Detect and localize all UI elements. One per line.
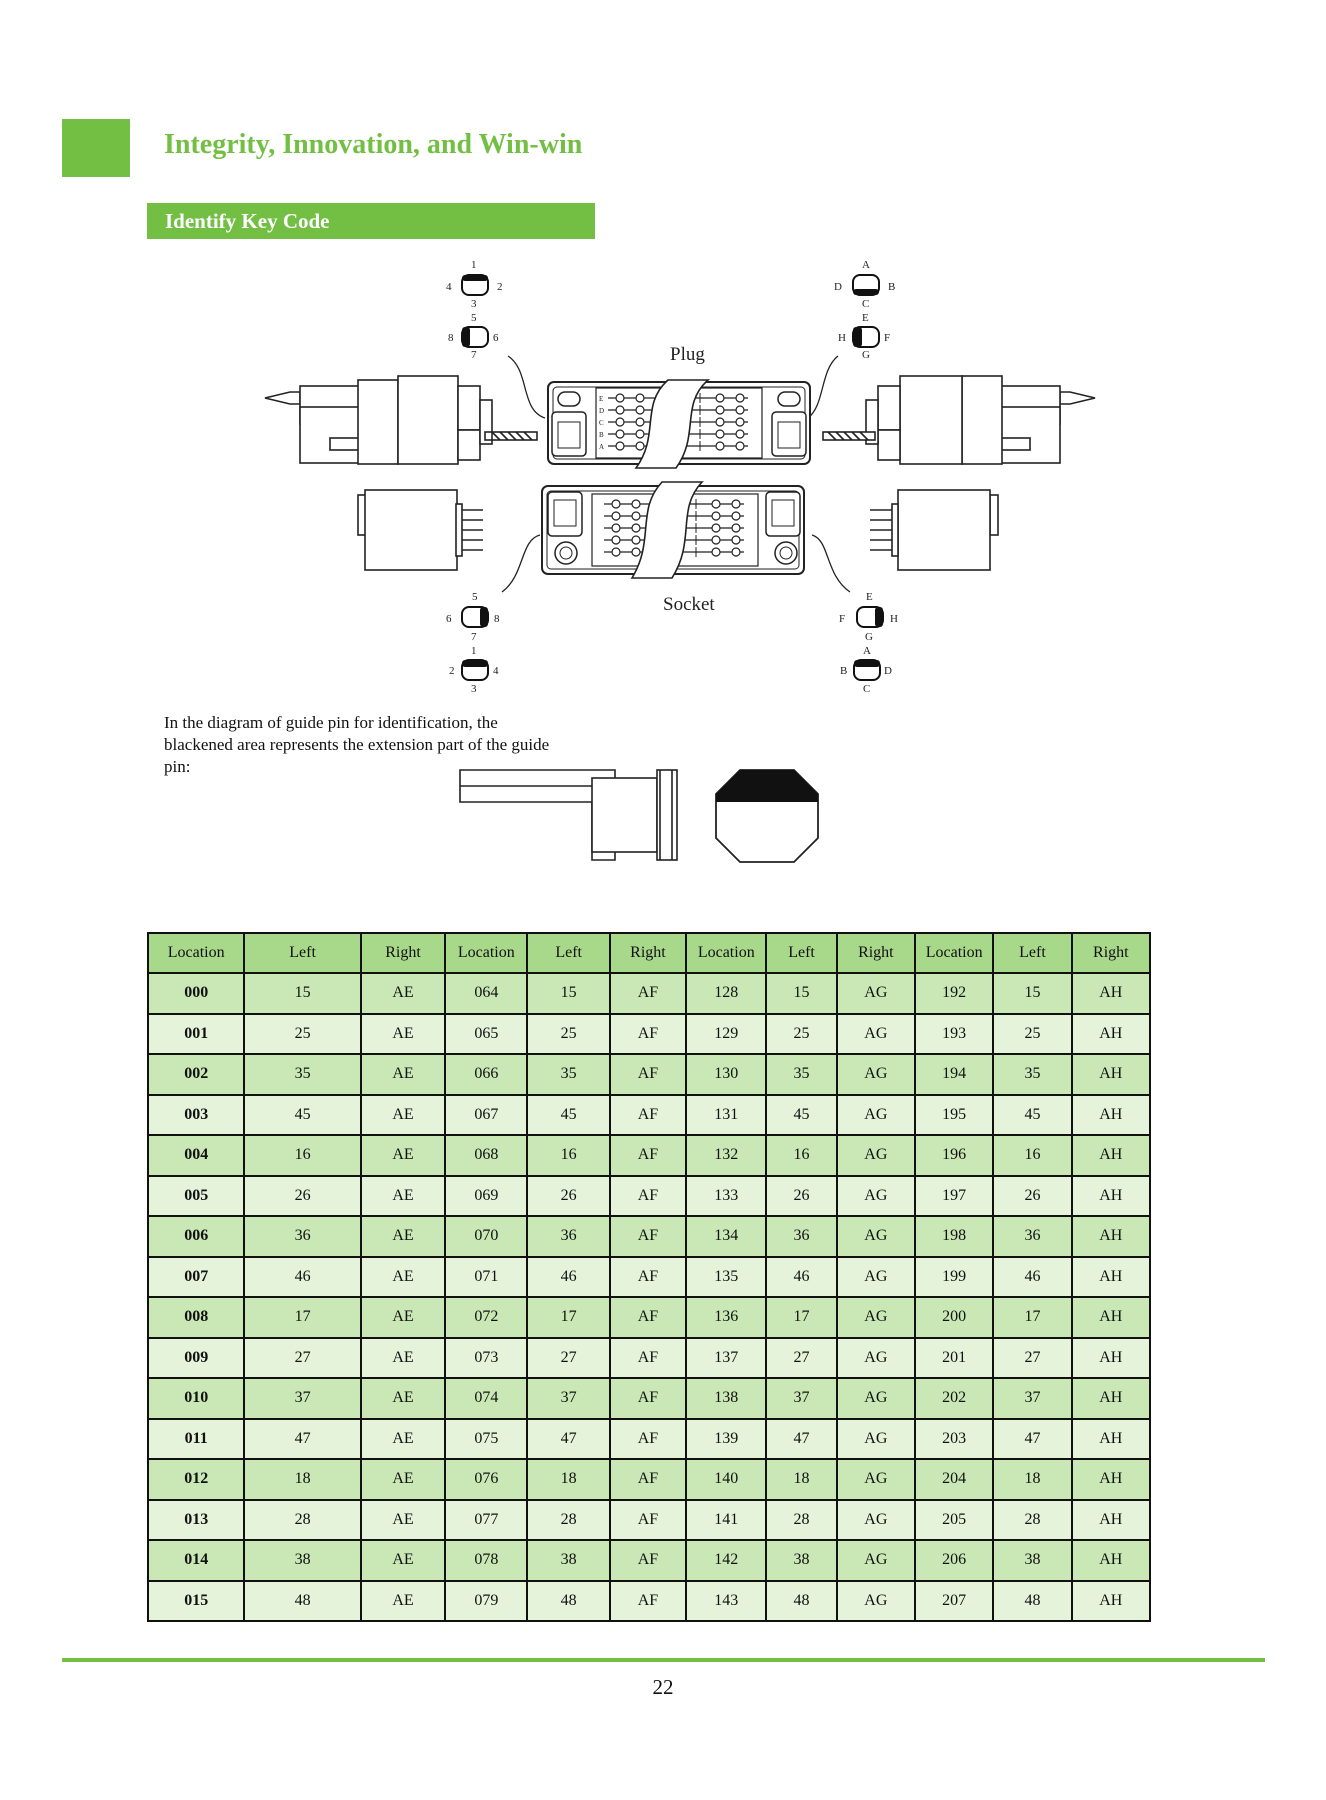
- table-cell: 195: [915, 1095, 993, 1136]
- table-cell: AH: [1072, 1338, 1150, 1379]
- footer-rule: [62, 1658, 1265, 1662]
- table-cell: 28: [527, 1500, 609, 1541]
- table-cell: 35: [244, 1054, 360, 1095]
- table-cell: 16: [244, 1135, 360, 1176]
- table-cell: AG: [837, 1540, 915, 1581]
- table-cell: AF: [610, 1297, 686, 1338]
- table-cell: AG: [837, 1054, 915, 1095]
- table-cell: 013: [148, 1500, 244, 1541]
- table-row: [148, 1216, 1150, 1257]
- key-label: E: [866, 591, 873, 603]
- table-row: [148, 1095, 1150, 1136]
- key-label: 2: [449, 665, 455, 677]
- table-row: [148, 1500, 1150, 1541]
- table-cell: AH: [1072, 1500, 1150, 1541]
- table-row: [148, 1459, 1150, 1500]
- page-number: 22: [652, 1675, 674, 1699]
- table-cell: AG: [837, 1095, 915, 1136]
- table-cell: 198: [915, 1216, 993, 1257]
- table-cell: 065: [445, 1014, 527, 1055]
- table-cell: AF: [610, 1581, 686, 1622]
- table-cell: 17: [527, 1297, 609, 1338]
- table-cell: 45: [527, 1095, 609, 1136]
- table-cell: 009: [148, 1338, 244, 1379]
- key-label: 6: [446, 613, 452, 625]
- key-label: 1: [471, 259, 477, 271]
- table-cell: 003: [148, 1095, 244, 1136]
- table-cell: AF: [610, 1378, 686, 1419]
- key-label: 7: [471, 631, 477, 643]
- row-letter: D: [599, 407, 605, 415]
- table-cell: 073: [445, 1338, 527, 1379]
- key-label: C: [862, 298, 870, 310]
- table-cell: AF: [610, 1257, 686, 1298]
- left-socket-side-view: [358, 490, 483, 570]
- table-cell: 196: [915, 1135, 993, 1176]
- table-row: [148, 1378, 1150, 1419]
- table-header-row: [148, 933, 1150, 973]
- table-cell: 38: [527, 1540, 609, 1581]
- table-cell: AE: [361, 1540, 445, 1581]
- table-cell: AH: [1072, 1297, 1150, 1338]
- key-label: 8: [494, 613, 500, 625]
- plug-left-key-top: [446, 259, 503, 310]
- table-cell: 17: [766, 1297, 836, 1338]
- table-cell: AF: [610, 1419, 686, 1460]
- key-label: 4: [446, 281, 452, 293]
- row-letter: C: [599, 419, 604, 427]
- table-cell: 46: [244, 1257, 360, 1298]
- table-cell: 25: [766, 1014, 836, 1055]
- key-label: B: [888, 281, 896, 293]
- key-label: D: [834, 281, 842, 293]
- socket-right-key-bottom: [840, 645, 892, 695]
- table-cell: 010: [148, 1378, 244, 1419]
- table-cell: 26: [993, 1176, 1071, 1217]
- table-cell: 18: [244, 1459, 360, 1500]
- column-header: Left: [244, 933, 360, 973]
- table-cell: 38: [993, 1540, 1071, 1581]
- key-label: C: [863, 683, 871, 695]
- table-cell: AE: [361, 1459, 445, 1500]
- table-cell: AH: [1072, 1176, 1150, 1217]
- socket-right-key-top: [839, 591, 898, 643]
- table-row: [148, 1581, 1150, 1622]
- column-header: Right: [1072, 933, 1150, 973]
- table-row: [148, 1257, 1150, 1298]
- table-cell: 194: [915, 1054, 993, 1095]
- column-header: Left: [766, 933, 836, 973]
- table-cell: 064: [445, 973, 527, 1014]
- table-cell: AF: [610, 1338, 686, 1379]
- table-cell: 37: [993, 1378, 1071, 1419]
- key-label: 5: [472, 591, 478, 603]
- table-cell: 37: [527, 1378, 609, 1419]
- table-cell: 200: [915, 1297, 993, 1338]
- table-cell: AF: [610, 973, 686, 1014]
- table-cell: AH: [1072, 1095, 1150, 1136]
- table-cell: 135: [686, 1257, 766, 1298]
- table-cell: 143: [686, 1581, 766, 1622]
- table-cell: 37: [244, 1378, 360, 1419]
- table-cell: 27: [527, 1338, 609, 1379]
- key-label: G: [862, 349, 870, 361]
- table-cell: 17: [993, 1297, 1071, 1338]
- table-cell: 18: [766, 1459, 836, 1500]
- table-cell: 130: [686, 1054, 766, 1095]
- table-cell: AE: [361, 1297, 445, 1338]
- table-cell: AH: [1072, 1540, 1150, 1581]
- table-cell: AH: [1072, 1581, 1150, 1622]
- table-cell: AG: [837, 1500, 915, 1541]
- table-cell: AE: [361, 1014, 445, 1055]
- column-header: Left: [993, 933, 1071, 973]
- table-cell: 15: [244, 973, 360, 1014]
- table-cell: 192: [915, 973, 993, 1014]
- plug-left-key-bottom: [448, 312, 499, 361]
- key-label: 4: [493, 665, 499, 677]
- table-cell: 26: [527, 1176, 609, 1217]
- table-cell: 011: [148, 1419, 244, 1460]
- table-cell: 25: [527, 1014, 609, 1055]
- table-cell: AG: [837, 1014, 915, 1055]
- table-cell: 205: [915, 1500, 993, 1541]
- column-header: Location: [445, 933, 527, 973]
- table-cell: AF: [610, 1095, 686, 1136]
- table-cell: AE: [361, 1054, 445, 1095]
- table-cell: 38: [244, 1540, 360, 1581]
- right-socket-side-view: [870, 490, 998, 570]
- table-cell: 18: [993, 1459, 1071, 1500]
- guide-pin-side-view: [460, 770, 677, 860]
- table-cell: 008: [148, 1297, 244, 1338]
- table-cell: AH: [1072, 1216, 1150, 1257]
- table-cell: 066: [445, 1054, 527, 1095]
- table-cell: AH: [1072, 1014, 1150, 1055]
- table-cell: AG: [837, 1581, 915, 1622]
- table-cell: AF: [610, 1216, 686, 1257]
- table-cell: 25: [244, 1014, 360, 1055]
- table-cell: 076: [445, 1459, 527, 1500]
- table-cell: AE: [361, 973, 445, 1014]
- table-cell: AE: [361, 1378, 445, 1419]
- plug-face: [548, 380, 810, 468]
- table-cell: 142: [686, 1540, 766, 1581]
- column-header: Location: [148, 933, 244, 973]
- table-cell: AE: [361, 1500, 445, 1541]
- right-plug-side-view: [823, 376, 1095, 464]
- table-row: [148, 1419, 1150, 1460]
- table-cell: 48: [527, 1581, 609, 1622]
- table-cell: 197: [915, 1176, 993, 1217]
- table-cell: 007: [148, 1257, 244, 1298]
- table-cell: 074: [445, 1378, 527, 1419]
- table-cell: 47: [527, 1419, 609, 1460]
- table-cell: 138: [686, 1378, 766, 1419]
- table-cell: 35: [766, 1054, 836, 1095]
- key-label: G: [865, 631, 873, 643]
- table-cell: 001: [148, 1014, 244, 1055]
- table-row: [148, 1540, 1150, 1581]
- key-label: 8: [448, 332, 454, 344]
- table-cell: 15: [527, 973, 609, 1014]
- table-cell: 207: [915, 1581, 993, 1622]
- socket-label: Socket: [663, 594, 715, 615]
- table-cell: 47: [244, 1419, 360, 1460]
- table-cell: 134: [686, 1216, 766, 1257]
- table-cell: AF: [610, 1014, 686, 1055]
- table-cell: 140: [686, 1459, 766, 1500]
- table-cell: 070: [445, 1216, 527, 1257]
- table-cell: 206: [915, 1540, 993, 1581]
- table-cell: 28: [766, 1500, 836, 1541]
- table-cell: 128: [686, 973, 766, 1014]
- table-cell: 132: [686, 1135, 766, 1176]
- plug-right-key-top: [834, 259, 895, 310]
- table-cell: AG: [837, 1378, 915, 1419]
- plug-label: Plug: [670, 344, 705, 365]
- table-cell: AE: [361, 1257, 445, 1298]
- column-header: Right: [361, 933, 445, 973]
- table-cell: 131: [686, 1095, 766, 1136]
- table-cell: AG: [837, 1176, 915, 1217]
- key-label: 2: [497, 281, 503, 293]
- socket-face: [542, 482, 804, 578]
- table-cell: 203: [915, 1419, 993, 1460]
- table-cell: AG: [837, 1135, 915, 1176]
- table-row: [148, 973, 1150, 1014]
- table-cell: 46: [527, 1257, 609, 1298]
- table-cell: AG: [837, 1257, 915, 1298]
- table-cell: 35: [527, 1054, 609, 1095]
- table-cell: 014: [148, 1540, 244, 1581]
- table-cell: AG: [837, 1338, 915, 1379]
- table-cell: 28: [993, 1500, 1071, 1541]
- table-cell: 067: [445, 1095, 527, 1136]
- table-row: [148, 1338, 1150, 1379]
- table-cell: 072: [445, 1297, 527, 1338]
- table-cell: 139: [686, 1419, 766, 1460]
- table-cell: AE: [361, 1176, 445, 1217]
- table-cell: 201: [915, 1338, 993, 1379]
- table-cell: 012: [148, 1459, 244, 1500]
- table-cell: AE: [361, 1095, 445, 1136]
- column-header: Right: [610, 933, 686, 973]
- table-cell: 37: [766, 1378, 836, 1419]
- plug-right-key-bottom: [838, 312, 890, 361]
- table-cell: AF: [610, 1054, 686, 1095]
- table-cell: AF: [610, 1459, 686, 1500]
- table-cell: 137: [686, 1338, 766, 1379]
- key-label: H: [838, 332, 846, 344]
- table-cell: 26: [766, 1176, 836, 1217]
- table-cell: 47: [993, 1419, 1071, 1460]
- table-cell: AG: [837, 1419, 915, 1460]
- table-cell: 27: [766, 1338, 836, 1379]
- key-label: B: [840, 665, 848, 677]
- table-cell: AH: [1072, 1378, 1150, 1419]
- guide-pin-note: In the diagram of guide pin for identification, the blackened area represents the extension part of the guide pin:: [164, 713, 550, 776]
- table-cell: AH: [1072, 1257, 1150, 1298]
- column-header: Location: [686, 933, 766, 973]
- table-cell: 47: [766, 1419, 836, 1460]
- column-header: Left: [527, 933, 609, 973]
- socket-left-key-top: [446, 591, 500, 643]
- table-cell: 46: [766, 1257, 836, 1298]
- table-cell: 136: [686, 1297, 766, 1338]
- table-cell: 069: [445, 1176, 527, 1217]
- table-cell: 202: [915, 1378, 993, 1419]
- table-cell: AG: [837, 1297, 915, 1338]
- table-cell: 004: [148, 1135, 244, 1176]
- column-header: Location: [915, 933, 993, 973]
- table-cell: 141: [686, 1500, 766, 1541]
- guide-pin-end-view: [716, 770, 818, 862]
- table-cell: AH: [1072, 1135, 1150, 1176]
- page-header-title: Integrity, Innovation, and Win-win: [164, 129, 583, 160]
- table-cell: 26: [244, 1176, 360, 1217]
- table-cell: 36: [766, 1216, 836, 1257]
- table-cell: 006: [148, 1216, 244, 1257]
- table-cell: 129: [686, 1014, 766, 1055]
- section-title: Identify Key Code: [147, 203, 595, 239]
- table-cell: AF: [610, 1540, 686, 1581]
- table-row: [148, 1014, 1150, 1055]
- left-plug-side-view: [265, 376, 537, 464]
- table-cell: AE: [361, 1338, 445, 1379]
- table-cell: AF: [610, 1176, 686, 1217]
- table-cell: AH: [1072, 1054, 1150, 1095]
- table-cell: 077: [445, 1500, 527, 1541]
- table-cell: 38: [766, 1540, 836, 1581]
- table-cell: 199: [915, 1257, 993, 1298]
- table-cell: 25: [993, 1014, 1071, 1055]
- table-cell: AH: [1072, 1419, 1150, 1460]
- table-cell: 36: [527, 1216, 609, 1257]
- table-cell: 068: [445, 1135, 527, 1176]
- key-label: F: [884, 332, 891, 344]
- table-cell: AF: [610, 1500, 686, 1541]
- table-cell: 48: [244, 1581, 360, 1622]
- table-cell: AH: [1072, 1459, 1150, 1500]
- table-cell: AG: [837, 1459, 915, 1500]
- table-cell: 45: [993, 1095, 1071, 1136]
- table-cell: AE: [361, 1419, 445, 1460]
- key-code-table: [147, 932, 1151, 1622]
- key-label: A: [862, 259, 870, 271]
- table-cell: 005: [148, 1176, 244, 1217]
- key-label: D: [884, 665, 892, 677]
- table-cell: 17: [244, 1297, 360, 1338]
- column-header: Right: [837, 933, 915, 973]
- table-cell: 36: [244, 1216, 360, 1257]
- table-cell: 18: [527, 1459, 609, 1500]
- table-cell: 27: [993, 1338, 1071, 1379]
- table-cell: 27: [244, 1338, 360, 1379]
- table-cell: 204: [915, 1459, 993, 1500]
- table-cell: 193: [915, 1014, 993, 1055]
- table-cell: 35: [993, 1054, 1071, 1095]
- key-label: A: [863, 645, 871, 657]
- table-cell: 16: [993, 1135, 1071, 1176]
- table-cell: AE: [361, 1581, 445, 1622]
- key-label: 3: [471, 298, 477, 310]
- table-cell: AE: [361, 1216, 445, 1257]
- table-cell: 16: [527, 1135, 609, 1176]
- key-label: E: [862, 312, 869, 324]
- table-cell: 46: [993, 1257, 1071, 1298]
- table-row: [148, 1176, 1150, 1217]
- table-row: [148, 1054, 1150, 1095]
- row-letter: A: [599, 443, 605, 451]
- key-label: 7: [471, 349, 477, 361]
- table-row: [148, 1135, 1150, 1176]
- table-cell: 15: [993, 973, 1071, 1014]
- table-cell: 000: [148, 973, 244, 1014]
- table-cell: AE: [361, 1135, 445, 1176]
- table-cell: 45: [766, 1095, 836, 1136]
- row-letter: B: [599, 431, 604, 439]
- table-cell: 071: [445, 1257, 527, 1298]
- table-cell: 15: [766, 973, 836, 1014]
- table-cell: 16: [766, 1135, 836, 1176]
- key-label: 6: [493, 332, 499, 344]
- table-cell: 28: [244, 1500, 360, 1541]
- key-label: 1: [471, 645, 477, 657]
- socket-left-key-bottom: [449, 645, 499, 695]
- table-cell: AF: [610, 1135, 686, 1176]
- table-cell: 133: [686, 1176, 766, 1217]
- table-cell: 075: [445, 1419, 527, 1460]
- table-cell: 48: [993, 1581, 1071, 1622]
- table-cell: 48: [766, 1581, 836, 1622]
- table-cell: AH: [1072, 973, 1150, 1014]
- key-label: 5: [471, 312, 477, 324]
- table-cell: AG: [837, 1216, 915, 1257]
- table-cell: 079: [445, 1581, 527, 1622]
- table-row: [148, 1297, 1150, 1338]
- table-cell: 015: [148, 1581, 244, 1622]
- table-cell: 078: [445, 1540, 527, 1581]
- table-cell: AG: [837, 973, 915, 1014]
- table-cell: 36: [993, 1216, 1071, 1257]
- key-label: 3: [471, 683, 477, 695]
- table-cell: 002: [148, 1054, 244, 1095]
- row-letter: E: [599, 395, 604, 403]
- key-label: F: [839, 613, 846, 625]
- key-label: H: [890, 613, 898, 625]
- table-cell: 45: [244, 1095, 360, 1136]
